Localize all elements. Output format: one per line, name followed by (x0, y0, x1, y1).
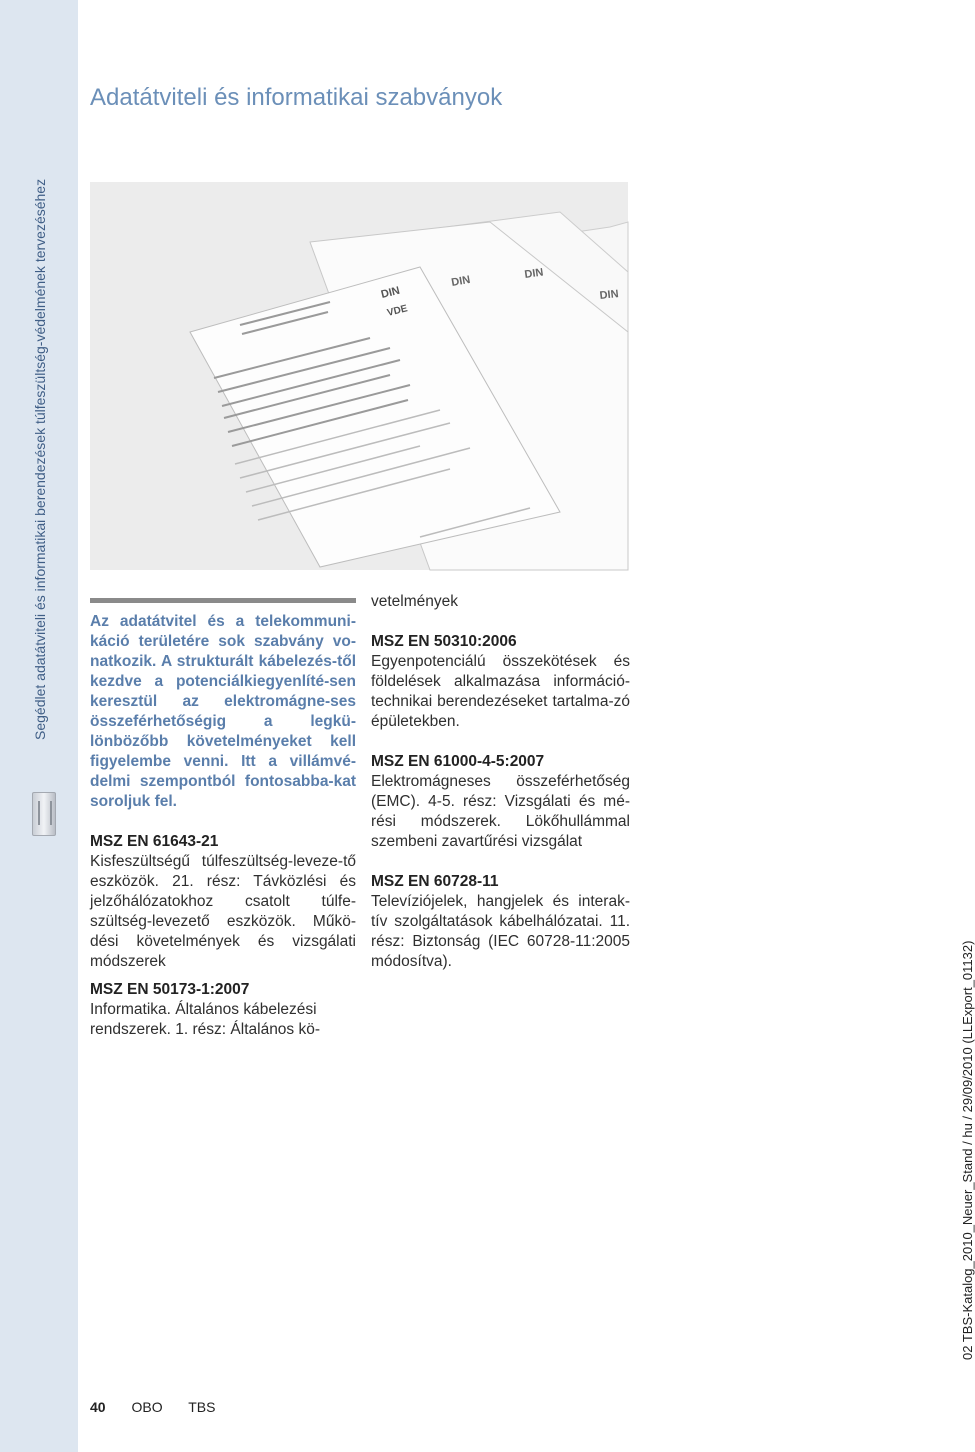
standard-code: MSZ EN 61000-4-5:2007 (371, 753, 545, 770)
sidebar-vertical-title: Segédlet adatátviteli és informatikai berendezések túlfeszültség-védelmének tervezéséhez (32, 178, 48, 740)
intro-paragraph: Az adatátvitel és a telekommuni-káció területére sok szabvány vo-natkozik. A strukturált kábelezés-től kezdve a potenciálkiegyenlíté-sen keresztül az elektromágne-ses összeférhetőségig a legkü-lönbözőbb követelményeket kell figyelembe venni. Itt a villámvé-delmi szempontból fontosabba-kat soroljuk fel. (90, 613, 356, 810)
footer-brand: OBO (131, 1399, 163, 1415)
continued-text: vetelmények (371, 593, 459, 610)
svg-text:DIN: DIN (523, 266, 545, 281)
svg-text:DIN: DIN (450, 273, 472, 289)
export-info-vertical: 02 TBS-Katalog_2010_Neuer_Stand / hu / 29/09/2010 (LLExport_01132) (960, 940, 975, 1360)
section-divider (90, 598, 356, 603)
page-number: 40 (90, 1399, 106, 1415)
standard-code: MSZ EN 50310:2006 (371, 633, 517, 650)
standard-code: MSZ EN 61643-21 (90, 833, 219, 850)
standard-description: Kisfeszültségű túlfeszültség-leveze-tő eszközök. 21. rész: Távközlési és jelzőhálózatokhoz csatolt túlfe-szültség-levezető eszközök. Műkö-dési követelmények és vizsgálati módszerek (90, 853, 356, 970)
standard-description: Elektromágneses összeférhetőség (EMC). 4-5. rész: Vizsgálati és mé-rési módszerek. Lökőhullámmal szembeni zavartűrési vizsgálat (371, 773, 630, 850)
page-title: Adatátviteli és informatikai szabványok (90, 84, 503, 111)
svg-text:DIN: DIN (599, 288, 620, 302)
standard-code: MSZ EN 50173-1:2007 (90, 981, 250, 998)
sidebar-band (0, 0, 78, 1452)
standards-documents-photo (90, 182, 628, 570)
standard-description: Egyenpotenciálú összekötések és földelések alkalmazása információ-technikai berendezéseket tartalma-zó épületekben. (371, 653, 630, 730)
footer-product: TBS (188, 1399, 216, 1415)
right-column (371, 592, 630, 972)
page-footer (90, 1399, 237, 1415)
standard-code: MSZ EN 60728-11 (371, 873, 499, 890)
doc-logo-din: DIN (379, 284, 402, 301)
standard-description: Informatika. Általános kábelezési rendszerek. 1. rész: Általános kö- (90, 1001, 321, 1038)
standard-description: Televíziójelek, hangjelek és interak-tív szolgáltatások kábelhálózatai. 11. rész: Biztonság (IEC 60728-11:2005 módosítva). (371, 893, 630, 970)
left-column (90, 612, 356, 972)
product-thumbnail-icon (32, 792, 56, 836)
doc-logo-vde: VDE (386, 303, 409, 319)
left-column-lower (90, 980, 356, 1040)
